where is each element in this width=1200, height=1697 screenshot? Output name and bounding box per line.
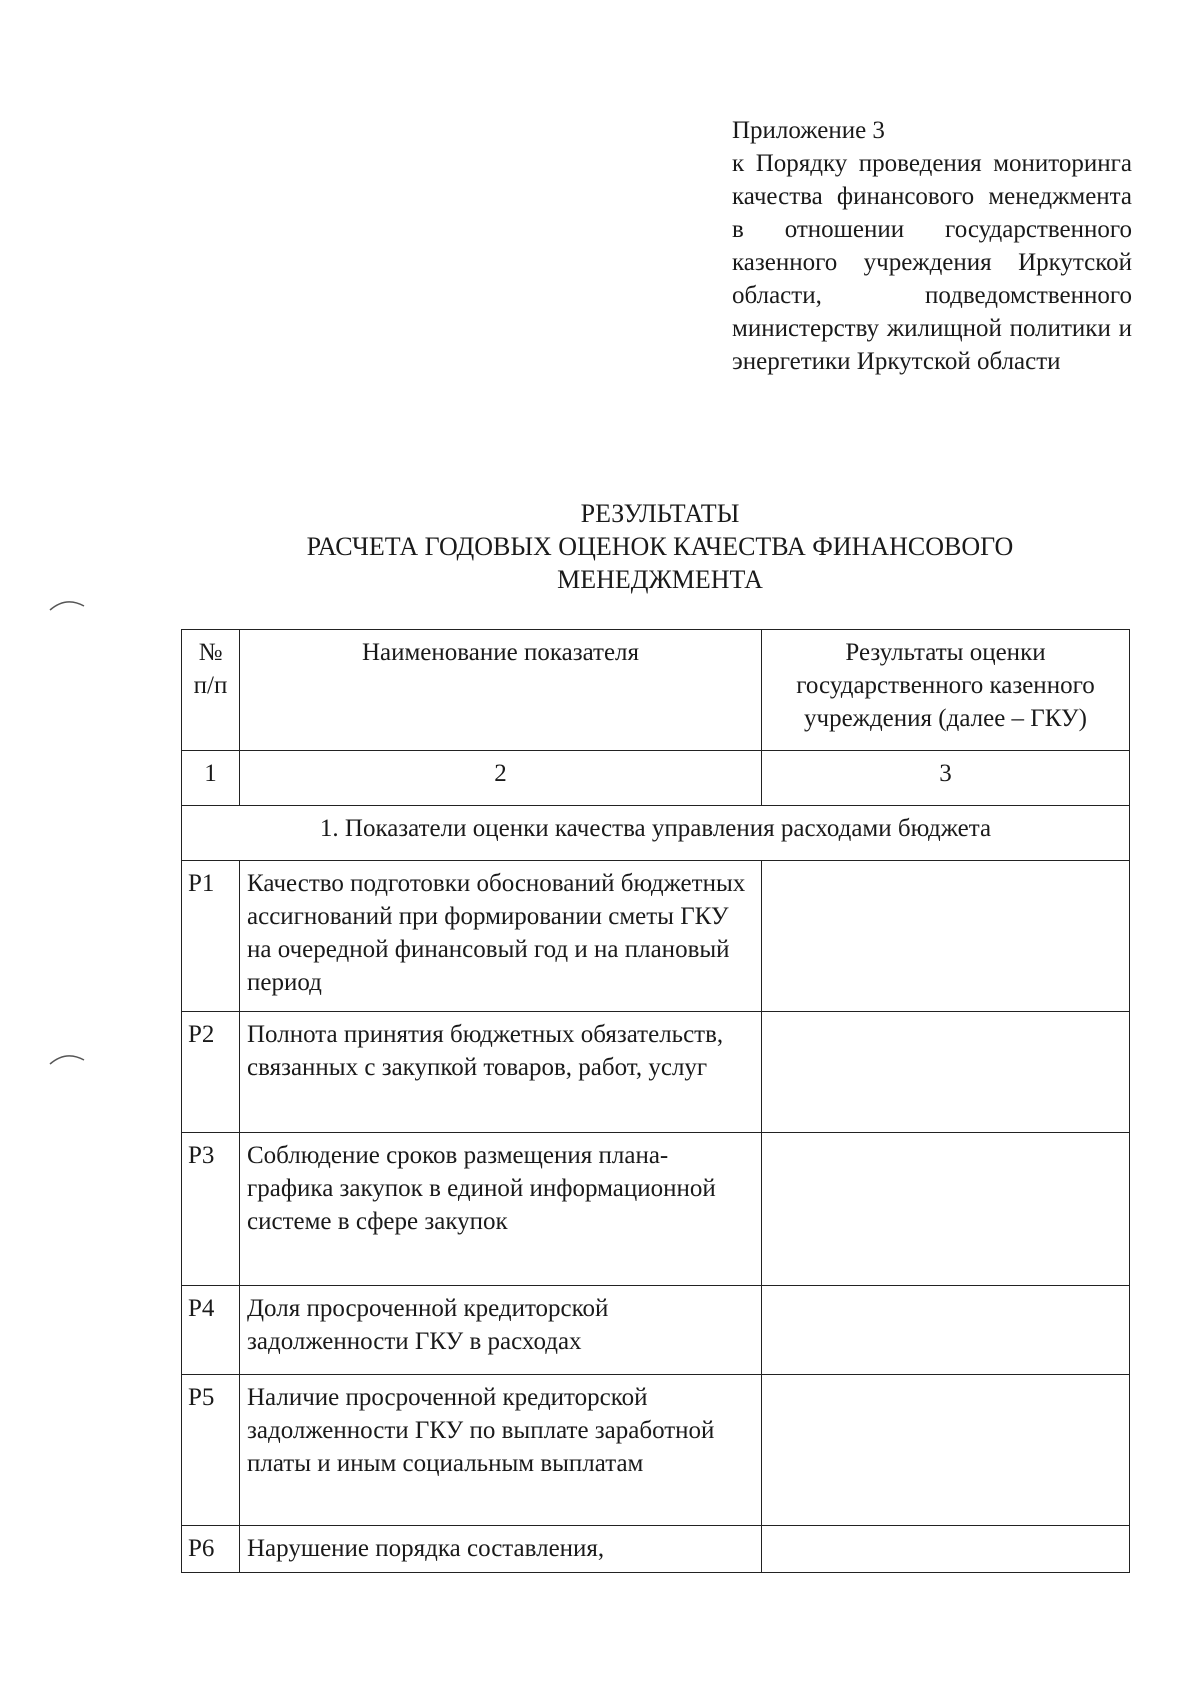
heading-line-2: РАСЧЕТА ГОДОВЫХ ОЦЕНОК КАЧЕСТВА ФИНАНСОВОГО: [306, 532, 1014, 561]
header-name: Наименование показателя: [240, 630, 762, 751]
row-result-cell: [762, 1012, 1130, 1133]
row-result-cell: [762, 861, 1130, 1012]
row-result-cell: [762, 1133, 1130, 1286]
section-title: 1. Показатели оценки качества управления расходами бюджета: [182, 806, 1130, 861]
column-number: 1: [182, 751, 240, 806]
row-result-cell: [762, 1375, 1130, 1526]
row-name: Полнота принятия бюджетных обязательств, связанных с закупкой товаров, работ, услуг: [240, 1012, 762, 1133]
row-name: Нарушение порядка составления,: [240, 1526, 762, 1573]
column-number-row: [182, 751, 1130, 806]
appendix-note: [732, 114, 1132, 378]
appendix-text: к Порядку проведения мониторинга качества финансового менеджмента в отношении государственного казенного учреждения Иркутской области, подведомственного министерству жилищной политики и энергетики Иркутской области: [732, 150, 1132, 375]
results-table: [181, 629, 1130, 1573]
row-result-cell: [762, 1526, 1130, 1573]
column-number: 3: [762, 751, 1130, 806]
table-row: [182, 1526, 1130, 1573]
scan-mark: [48, 1046, 88, 1070]
table-row: [182, 1375, 1130, 1526]
row-name: Соблюдение сроков размещения плана-графика закупок в единой информационной системе в сфере закупок: [240, 1133, 762, 1286]
column-number: 2: [240, 751, 762, 806]
table-row: [182, 1012, 1130, 1133]
header-num: № п/п: [182, 630, 240, 751]
header-result: Результаты оценки государственного казенного учреждения (далее – ГКУ): [762, 630, 1130, 751]
row-result-cell: [762, 1286, 1130, 1375]
row-name: Наличие просроченной кредиторской задолженности ГКУ по выплате заработной платы и иным социальным выплатам: [240, 1375, 762, 1526]
row-name: Доля просроченной кредиторской задолженности ГКУ в расходах: [240, 1286, 762, 1375]
table-row: [182, 1286, 1130, 1375]
appendix-title: Приложение 3: [732, 117, 885, 144]
table-row: [182, 1133, 1130, 1286]
scan-mark: [48, 592, 88, 616]
row-code: P5: [182, 1375, 240, 1526]
row-code: P3: [182, 1133, 240, 1286]
row-code: P6: [182, 1526, 240, 1573]
heading-line-3: МЕНЕДЖМЕНТА: [557, 565, 763, 594]
row-code: P4: [182, 1286, 240, 1375]
row-code: P1: [182, 861, 240, 1012]
row-code: P2: [182, 1012, 240, 1133]
row-name: Качество подготовки обоснований бюджетных ассигнований при формировании сметы ГКУ на очередной финансовый год и на плановый период: [240, 861, 762, 1012]
section-row: [182, 806, 1130, 861]
heading-line-1: РЕЗУЛЬТАТЫ: [580, 499, 740, 528]
table-header-row: [182, 630, 1130, 751]
document-heading: [180, 497, 1140, 596]
table-row: [182, 861, 1130, 1012]
